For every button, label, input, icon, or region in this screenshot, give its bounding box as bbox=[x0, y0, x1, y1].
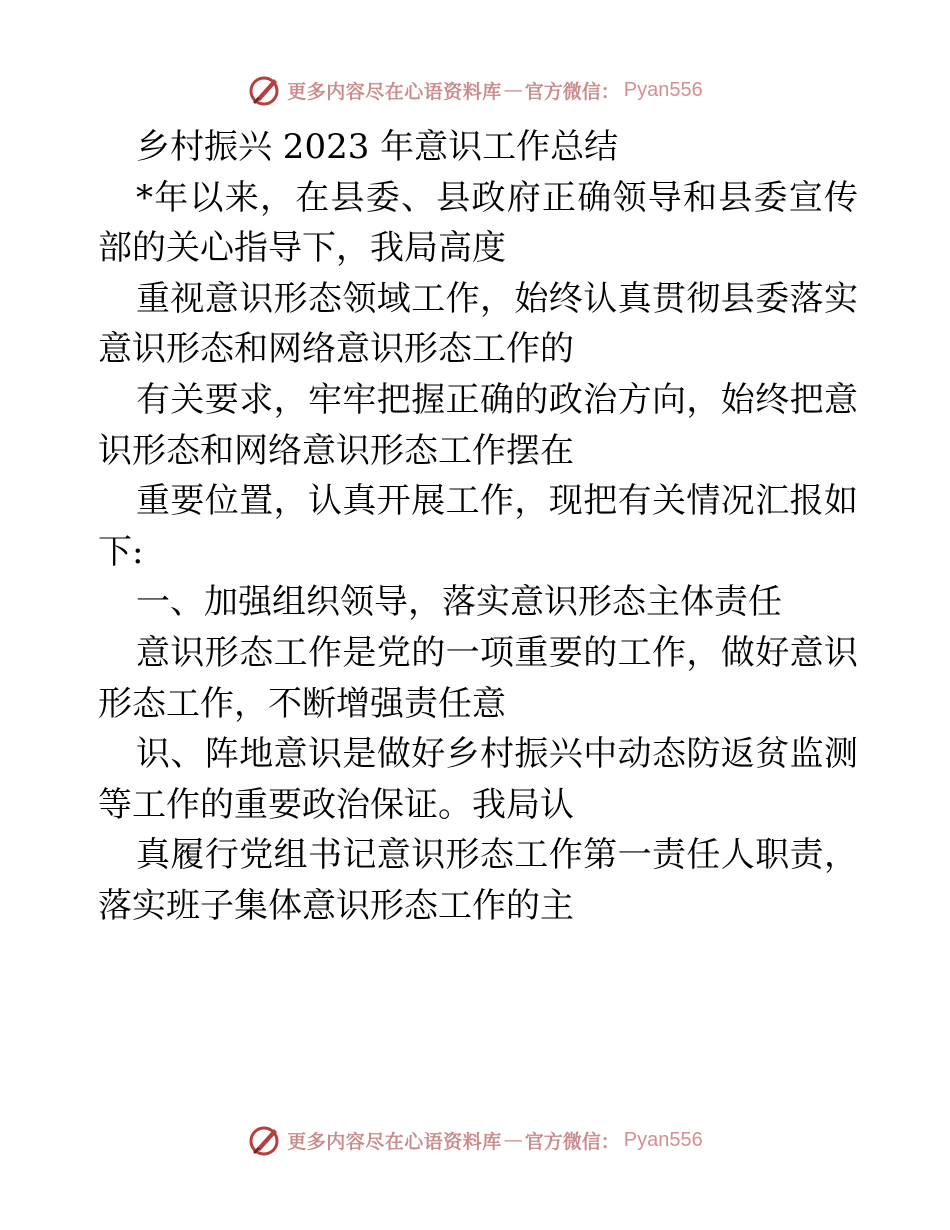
body-line: 有关要求，牢牢把握正确的政治方向，始终把意 bbox=[136, 379, 858, 420]
body-line: 重视意识形态领域工作，始终认真贯彻县委落实 bbox=[136, 278, 858, 319]
document-title: 乡村振兴 2023 年意识工作总结 bbox=[136, 127, 619, 167]
body-line: 真履行党组书记意识形态工作第一责任人职责， bbox=[136, 835, 858, 876]
body-line: 等工作的重要政治保证。我局认 bbox=[98, 784, 574, 825]
watermark-brand: 更多内容尽在心语资料库 bbox=[287, 80, 502, 103]
body-line: 重要位置，认真开展工作，现把有关情况汇报如 bbox=[136, 481, 858, 522]
footer-watermark bbox=[0, 1118, 950, 1162]
watermark-wechat-id: Pyan556 bbox=[623, 78, 703, 101]
section-heading: 一、加强组织领导，落实意识形态主体责任 bbox=[136, 582, 782, 623]
watermark-separator: — bbox=[503, 79, 523, 101]
body-line: 部的关心指导下，我局高度 bbox=[98, 228, 506, 269]
body-line: 形态工作，不断增强责任意 bbox=[98, 683, 506, 724]
body-line: 意识形态和网络意识形态工作的 bbox=[98, 329, 574, 370]
body-line: 下: bbox=[98, 531, 144, 572]
body-line: 落实班子集体意识形态工作的主 bbox=[98, 885, 574, 926]
watermark-separator: — bbox=[503, 1129, 523, 1151]
watermark-wechat-label: 官方微信： bbox=[524, 1130, 620, 1153]
body-line: *年以来，在县委、县政府正确领导和县委宣传 bbox=[136, 177, 858, 218]
watermark-wechat-label: 官方微信： bbox=[524, 80, 620, 103]
quill-logo-icon bbox=[247, 1122, 283, 1158]
quill-logo-icon bbox=[247, 72, 283, 108]
body-line: 识形态和网络意识形态工作摆在 bbox=[98, 430, 574, 471]
body-line: 识、阵地意识是做好乡村振兴中动态防返贫监测 bbox=[136, 734, 858, 775]
watermark-wechat-id: Pyan556 bbox=[623, 1128, 703, 1151]
watermark-brand: 更多内容尽在心语资料库 bbox=[287, 1130, 502, 1153]
document-body bbox=[98, 122, 858, 932]
header-watermark bbox=[0, 68, 950, 112]
body-line: 意识形态工作是党的一项重要的工作，做好意识 bbox=[136, 632, 858, 673]
